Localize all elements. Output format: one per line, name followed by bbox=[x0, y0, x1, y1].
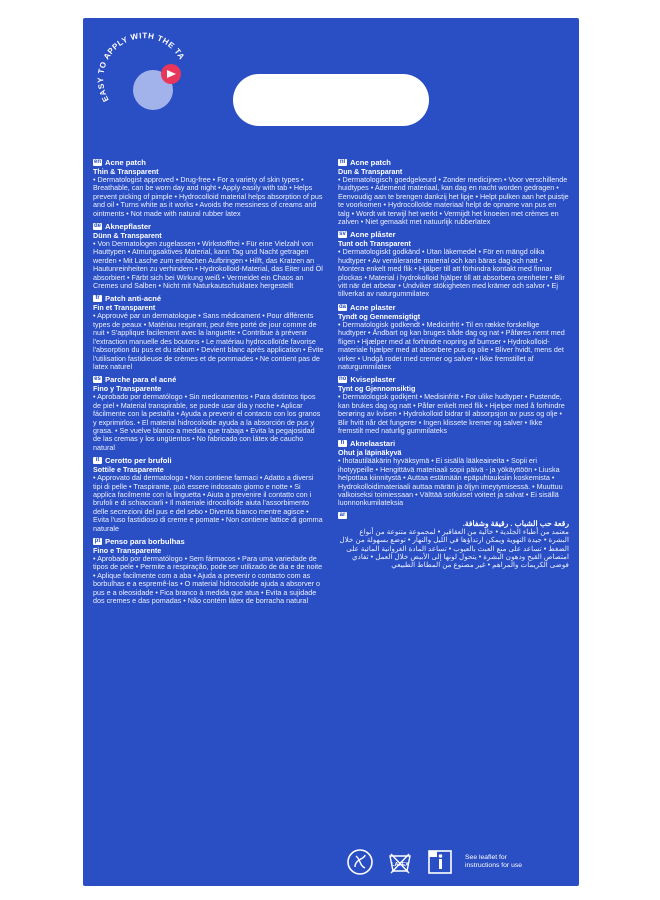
latex-label: LATEX bbox=[391, 862, 409, 868]
compliance-icons bbox=[345, 844, 565, 880]
right-column bbox=[338, 158, 569, 846]
section-nl bbox=[338, 158, 569, 226]
section-es bbox=[93, 375, 324, 452]
section-fr bbox=[93, 294, 324, 371]
section-en bbox=[93, 158, 324, 218]
no-reuse-icon bbox=[345, 847, 375, 877]
section-title: Acne patch bbox=[105, 158, 146, 167]
section-title: Acne plåster bbox=[350, 230, 396, 240]
section-subtitle: Sottile e Trasparente bbox=[93, 465, 164, 475]
easy-apply-badge bbox=[87, 30, 205, 140]
text-columns bbox=[93, 158, 569, 846]
lang-code: no bbox=[339, 376, 347, 383]
section-fi bbox=[338, 439, 569, 507]
product-back-panel bbox=[83, 18, 579, 886]
section-body: • Dermatologisk godkendt • Medicinfrit • Til en række forskellige hudtyper • Åndbart og kan bruges både dag og nat • Påføres nemt med fligen • Hjælper med at forhindre nopring af bumser • Hydrokolloid-materiale hjælper med at absorbere pus og olie • Bliver hvidt, mens det virker • Undgå rodet med cremer og salver • Ikke fremstillet af naturgummilatex bbox=[338, 319, 565, 371]
lang-code: es bbox=[94, 376, 101, 383]
badge-text: EASY TO APPLY WITH THE TA bbox=[96, 31, 187, 104]
lang-code: it bbox=[93, 457, 102, 464]
section-no bbox=[338, 375, 569, 435]
section-subtitle: Thin & Transparent bbox=[93, 167, 159, 176]
section-subtitle: Tynt og Gjennomsiktig bbox=[338, 384, 416, 394]
tab-badge-icon bbox=[87, 30, 205, 140]
leaflet-note: See leaflet for instructions for use bbox=[465, 854, 523, 869]
section-subtitle: Dun & Transparant bbox=[338, 167, 403, 176]
section-body: • Von Dermatologen zugelassen • Wirkstofffrei • Für eine Vielzahl von Hauttypen • Atmungsaktives Material, kann Tag und Nacht getragen werden • Mit Lasche zum einfachen Aufbringen • Hilft, das Kratzen an Hautunreinheiten zu verhindern • Hydrokolloid-Material, das Eiter und Öl absorbiert • Färbt sich bei Wirkung weiß • Vermeidet ein Chaos an Cremes und Salben • Nicht mit Naturkautschuklatex hergestellt bbox=[93, 239, 323, 291]
lang-code: en bbox=[94, 159, 102, 165]
section-body: معتمد من أطباء الجلدية • خالية من العقاقير • لمجموعة متنوعة من أنواع البشرة • جيدة التهوية ويمكن ارتداؤها في الليل والنهار • توضع بسهولة من خلال الضغط • تساعد على منع العبث بالعيوب • تساعد المادة الغروانية المائية على امتصاص القيح ودهون البشرة • يتحول لونها إلى الأبيض خلال العمل • تفادي فوضى الكريمات والمراهم • غير مصنوع من المطاط الطبيعي bbox=[339, 526, 569, 570]
section-body: • Aprobado por dermatólogo • Sem fármacos • Para uma variedade de tipos de pele • Permite a respiração, pode ser utilizado de dia e de noite • Aplique facilmente com a aba • Ajuda a prevenir o contacto com as borbulhas e a espremê-las • O material hidrocoloide ajuda a absorver o pus e a oleosidade • Fica branco à medida que atua • Evita a sujidade dos cremes e das pomadas • Não contém látex de borracha natural bbox=[93, 554, 323, 606]
section-subtitle: Tyndt og Gennemsigtigt bbox=[338, 311, 421, 321]
section-subtitle: Fino e Transparente bbox=[93, 546, 162, 555]
section-body: • Dermatologisk godkjent • Medisinfritt • For ulike hudtyper • Pustende, kan brukes dag og natt • Påfør enkelt med flik • Hjelper med å forhindre berøring av kvisen • Hydrokolloid bidrar til absorpsjon av puss og olje • Blir hvitt når det fungerer • Ingen klissete kremer og salver • Ikke fremstilt med naturlig gummilateks bbox=[338, 392, 565, 435]
section-body: • Ihotautilääkärin hyväksymä • Ei sisällä lääkeaineita • Sopii eri ihotyypeille • Hengittävä materiaali sopii päivä - ja yökäyttöön • Liuska helpottaa kiinnitystä • Auttaa estämään epäpuhtauksiin koskemista • Hydrokolloidimateriaali auttaa märän ja öljyn imeytymisessä. • Muuttuu valkoiseksi toimiessaan • Välttää sotkuiset voiteet ja salvat • Ei sisällä luonnonkumilateksia bbox=[338, 456, 563, 508]
section-sv bbox=[338, 230, 569, 298]
lang-code: fi bbox=[338, 440, 347, 447]
section-subtitle: Dünn & Transparent bbox=[93, 231, 162, 241]
section-subtitle: Fin et Transparent bbox=[93, 303, 156, 313]
lang-code: ar bbox=[339, 511, 346, 518]
section-title: Aknelaastari bbox=[350, 439, 396, 449]
section-title: Penso para borbulhas bbox=[105, 537, 185, 546]
section-body: • Approuvé par un dermatologue • Sans médicament • Pour différents types de peaux • Matériau respirant, peut être porté de jour comme de nuit • S'applique facilement avec la languette • Contribue à prévenir l'extraction manuelle des boutons • Le matériau hydrocolloïde favorise l'absorption du pus et du sébum • Devient blanc après application • Évite l'utilisation fastidieuse de crèmes et de pommades • Ne contient pas de latex naturel bbox=[93, 311, 324, 371]
lang-code: fr bbox=[93, 295, 102, 302]
instructions-icon bbox=[425, 847, 455, 877]
section-title: رقعة حب الشباب . رقيقة وشفافة. bbox=[462, 518, 569, 528]
lang-code: nl bbox=[339, 159, 346, 165]
section-body: • Approvato dal dermatologo • Non contiene farmaci • Adatto a diversi tipi di pelle • Traspirante, può essere indossato giorno e notte • Si applica facilmente con la linguetta • Aiuta a prevenire il contatto con i brufoli e di schiacciarli • Il materiale idrocolloide aiuta l'assorbimento delle secrezioni del pus e del sebo • Diventa bianco mentre agisce • Evita l'uso fastidioso di creme e pomate • Non contiene lattice di gomma naturale bbox=[93, 473, 323, 533]
section-title: Patch anti-acné bbox=[105, 294, 162, 304]
section-it bbox=[93, 456, 324, 533]
section-body: • Dermatologisch goedgekeurd • Zonder medicijnen • Voor verschillende huidtypes • Ademend materiaal, kan dag en nacht worden gedragen • Eenvoudig aan te brengen dankzij het lipje • Helpt pulken aan het puistje te voorkomen • Hydrocolloïde materiaal helpt de opname van pus en talg • Wordt wit terwijl het werkt • Vermijdt het knoeien met crèmes en zalven • Niet gemaakt met natuurlijk rubberlatex bbox=[338, 175, 569, 227]
section-title: Acne plaster bbox=[350, 302, 396, 312]
section-subtitle: Tunt och Transparent bbox=[338, 239, 411, 249]
lang-code: sv bbox=[339, 231, 346, 238]
section-subtitle: Ohut ja läpinäkyvä bbox=[338, 448, 402, 458]
section-body: • Dermatologiskt godkänd • Utan läkemedel • För en mängd olika hudtyper • Av ventilerande material och kan bäras dag och natt • Montera enkelt med flik • Hjälper till att förhindra kontakt med finnar plockas • Material i hydrokolloid hjälper till att absorbera orenheter • Blir vitt när det arbetar • Undviker stökigheten med krämer och salvor • Ej tillverkat av naturgummilatex bbox=[338, 247, 565, 299]
section-title: Acne patch bbox=[350, 158, 391, 167]
hang-hole bbox=[233, 74, 429, 126]
latex-free-icon bbox=[385, 847, 415, 877]
section-subtitle: Fino y Transparente bbox=[93, 384, 162, 394]
section-title: Aknepflaster bbox=[105, 222, 152, 232]
left-column bbox=[93, 158, 324, 846]
section-da bbox=[338, 303, 569, 371]
lang-code: de bbox=[94, 223, 102, 230]
section-body: • Aprobado por dermatólogo • Sin medicamentos • Para distintos tipos de piel • Material transpirable, se puede usar día y noche • Aplicar fácilmente con la pestaña • Ayuda a prevenir el contacto con los granos y exprimirlos. • El material hidrocoloide ayuda a la absorción de pus y grasa. • Se vuelve blanco a medida que trabaja • Evita la pegajosidad de las cremas y los ungüentos • No fabricado con látex de caucho natural bbox=[93, 392, 321, 452]
section-body: • Dermatologist approved • Drug-free • For a variety of skin types • Breathable, can be worn day and night • Apply easily with tab • Helps prevent picking of pimple • Hydrocolloid material helps absorption of pus and oil • Turns white as it works • Avoids the messiness of creams and ointments • Not made with natural rubber latex bbox=[93, 175, 323, 218]
section-ar bbox=[338, 512, 569, 570]
section-title: Parche para el acné bbox=[105, 375, 177, 385]
lang-code: pt bbox=[94, 538, 101, 544]
lang-code: da bbox=[339, 303, 347, 310]
section-pt bbox=[93, 537, 324, 605]
section-title: Kviseplaster bbox=[350, 375, 396, 385]
section-title: Cerotto per brufoli bbox=[105, 456, 172, 466]
section-de bbox=[93, 222, 324, 290]
